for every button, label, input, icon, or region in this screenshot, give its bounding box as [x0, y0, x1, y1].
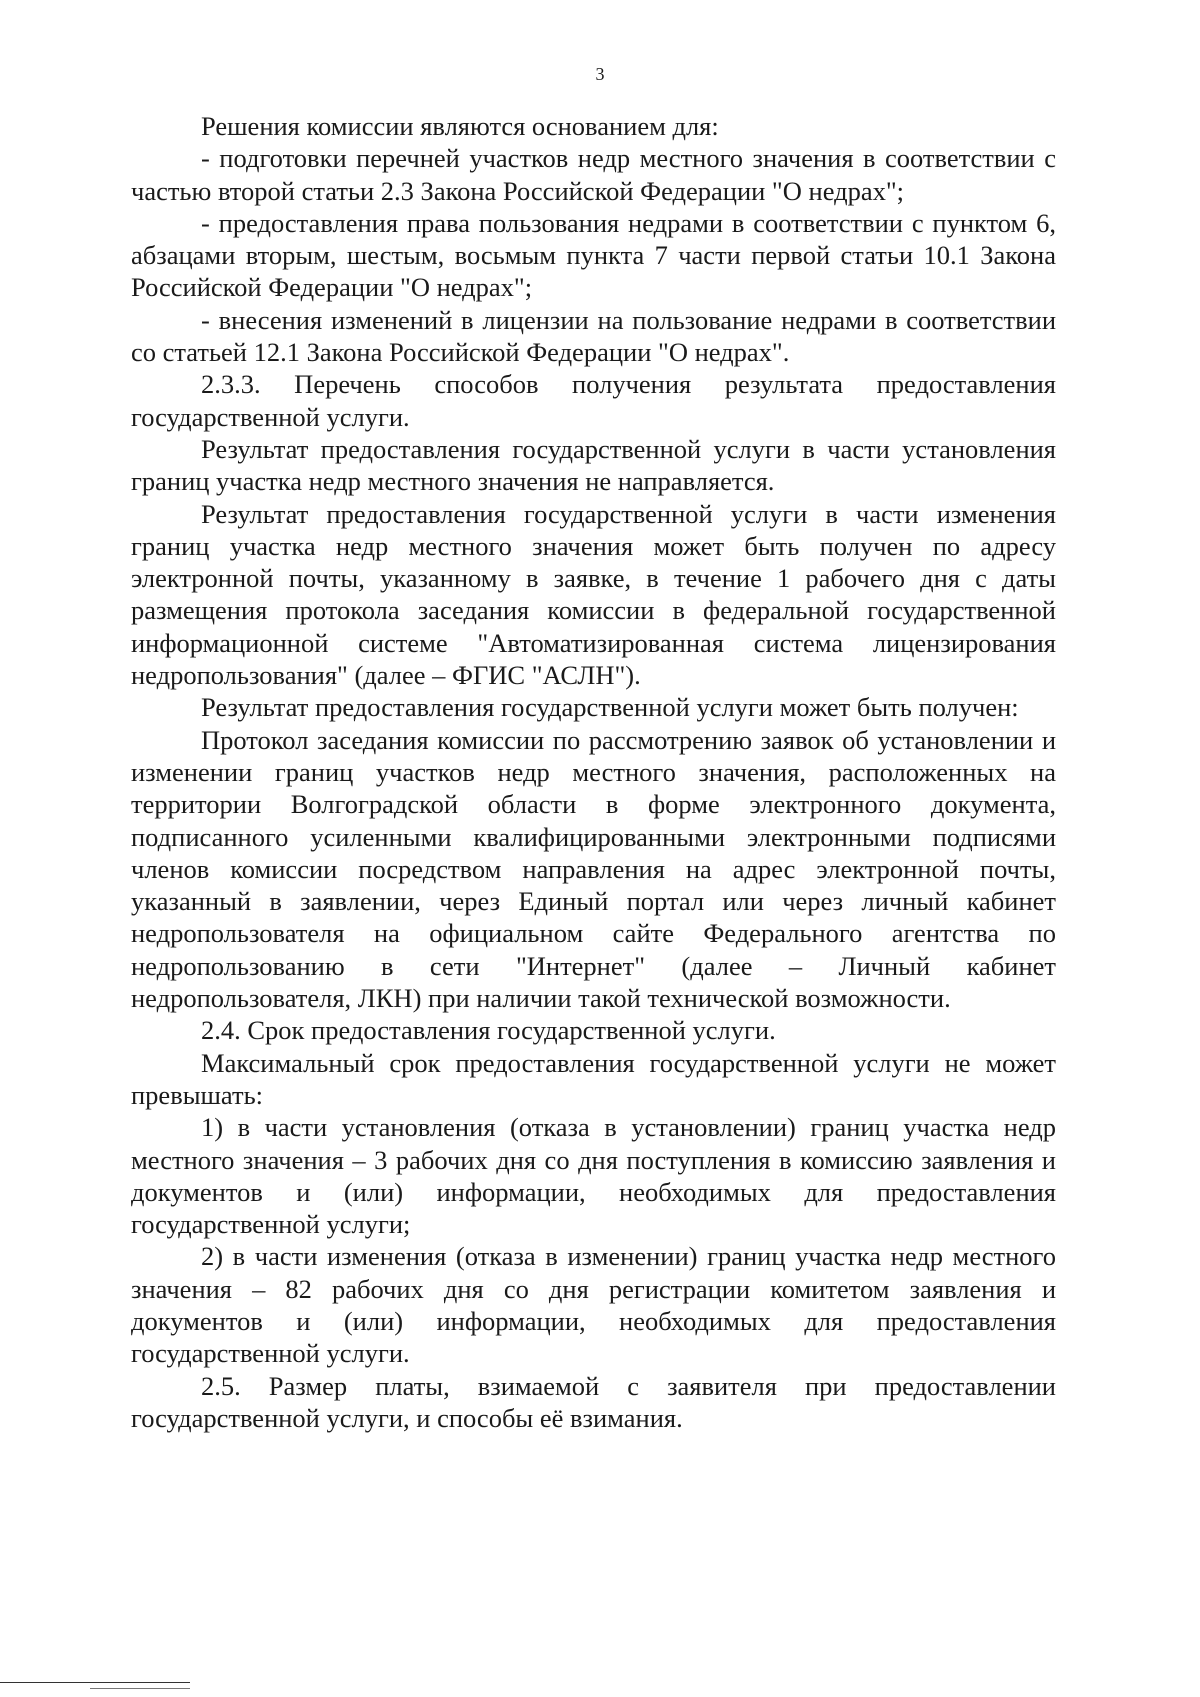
paragraph-term-item-2: 2) в части изменения (отказа в изменении) границ участка недр местного значения – 82 рабочих дня со дня регистрации комитетом заявления и документов и (или) информации, необходимых для предоставления государственной услуги. [131, 1241, 1056, 1369]
page-number: 3 [595, 64, 605, 84]
paragraph-term-item-1: 1) в части установления (отказа в установлении) границ участка недр местного значения – 3 рабочих дня со дня поступления в комиссию заявления и документов и (или) информации, необходимых для предоставления государственной услуги; [131, 1112, 1056, 1240]
paragraph-result-email: Результат предоставления государственной услуги в части изменения границ участка недр местного значения может быть получен по адресу электронной почты, указанному в заявке, в течение 1 рабочего дня с даты размещения протокола заседания комиссии в федеральной государственной информационной системе "Автоматизированная система лицензирования недропользования" (далее – ФГИС "АСЛН"). [131, 498, 1056, 691]
paragraph-list-item-2: - предоставления права пользования недрами в соответствии с пунктом 6, абзацами вторым, шестым, восьмым пункта 7 части первой статьи 10.1 Закона Российской Федерации "О недрах"; [131, 207, 1056, 303]
footer-rule [0, 1682, 190, 1683]
paragraph-protocol: Протокол заседания комиссии по рассмотрению заявок об установлении и изменении границ участков недр местного значения, расположенных на территории Волгоградской области в форме электронного документа, подписанного усиленными квалифицированными электронными подписями членов комиссии посредством направления на адрес электронной почты, указанный в заявлении, через Единый портал или через личный кабинет недропользователя на официальном сайте Федерального агентства по недропользованию в сети "Интернет" (далее – Личный кабинет недропользователя, ЛКН) при наличии такой технической возможности. [131, 724, 1056, 1014]
footer-rule-secondary [90, 1688, 190, 1689]
document-body [131, 110, 1056, 1434]
paragraph-max-term: Максимальный срок предоставления государственной услуги не может превышать: [131, 1047, 1056, 1110]
paragraph-list-item-1: - подготовки перечней участков недр местного значения в соответствии с частью второй статьи 2.3 Закона Российской Федерации "О недрах"; [131, 143, 1056, 206]
paragraph-decisions-basis: Решения комиссии являются основанием для: [201, 111, 719, 141]
paragraph-list-item-3: - внесения изменений в лицензии на пользование недрами в соответствии со статьей 12.1 Закона Российской Федерации "О недрах". [131, 304, 1056, 368]
paragraph-section-2-3-3: 2.3.3. Перечень способов получения результата предоставления государственной услуги. [131, 369, 1056, 432]
paragraph-result-not-sent: Результат предоставления государственной услуги в части установления границ участка недр местного значения не направляется. [131, 433, 1056, 497]
paragraph-section-2-5: 2.5. Размер платы, взимаемой с заявителя при предоставлении государственной услуги, и способы её взимания. [131, 1370, 1056, 1433]
paragraph-result-obtained: Результат предоставления государственной услуги может быть получен: [201, 692, 1019, 723]
paragraph-section-2-4: 2.4. Срок предоставления государственной услуги. [201, 1015, 776, 1046]
